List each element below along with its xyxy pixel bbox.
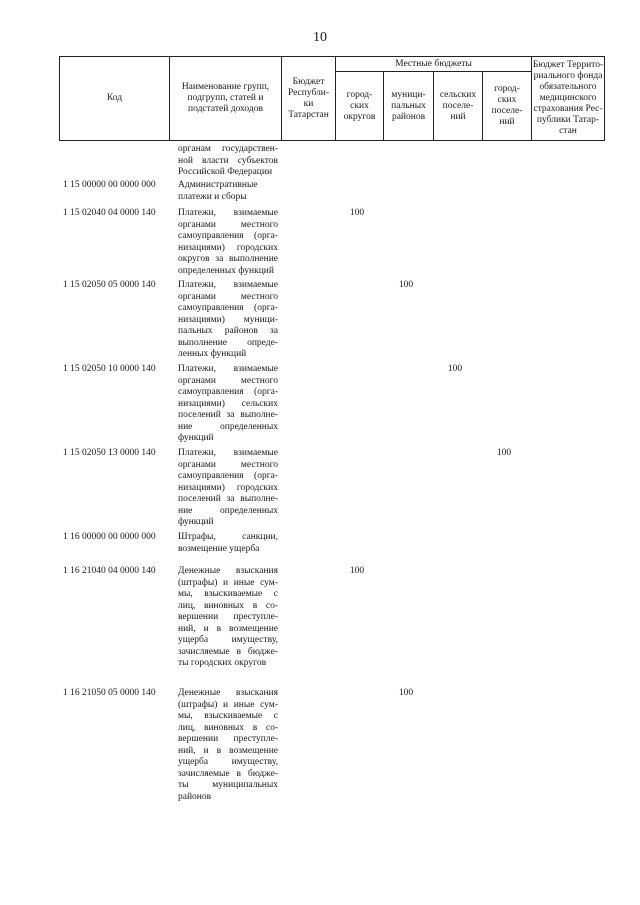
row-name-line: органам государствен- bbox=[178, 144, 278, 154]
row-name-line: ущерба имуществу, bbox=[178, 635, 278, 645]
row-name-line: органами местного bbox=[178, 291, 278, 302]
row-name-line: самоуправления (орга- bbox=[178, 303, 278, 313]
row-name-line: низациями) муници- bbox=[178, 314, 278, 325]
row-name-line: поселений за выполне- bbox=[178, 410, 278, 420]
row-code: 1 15 02050 13 0000 140 bbox=[63, 448, 156, 458]
row-name-line: вершении преступле- bbox=[178, 612, 278, 622]
row-name-line: Платежи, взимаемые bbox=[178, 364, 278, 374]
row-name-line: самоуправления (орга- bbox=[178, 471, 278, 481]
header-line: стан bbox=[559, 126, 577, 136]
header-line: поселе- bbox=[442, 100, 474, 111]
header-line: муници- bbox=[391, 89, 426, 100]
header-line: округов bbox=[343, 111, 376, 122]
row-name-line: низациями) сельских bbox=[178, 398, 278, 409]
row-name-line: выполнение опреде- bbox=[178, 337, 278, 348]
header-line: ки bbox=[303, 98, 314, 109]
page-number: 10 bbox=[313, 30, 327, 45]
header-line: ских bbox=[497, 95, 517, 105]
header-line: страхования Рес- bbox=[533, 104, 603, 114]
row-name bbox=[178, 566, 278, 670]
header-line: ний bbox=[450, 111, 466, 122]
row-code: 1 15 02050 05 0000 140 bbox=[63, 280, 156, 290]
row-code: 1 15 00000 00 0000 000 bbox=[63, 180, 156, 190]
row-name bbox=[178, 688, 278, 803]
row-name-line: органами местного bbox=[178, 459, 278, 470]
row-name-line: Платежи, взимаемые bbox=[178, 448, 278, 458]
row-name-line: ты городских округов bbox=[178, 658, 267, 668]
row-code: 1 15 02040 04 0000 140 bbox=[63, 208, 156, 218]
row-name-line: ной власти субъектов bbox=[178, 155, 278, 166]
header-line: город- bbox=[494, 84, 520, 94]
row-name-line: ты муниципальных bbox=[178, 780, 278, 790]
row-name-line: ние определенных bbox=[178, 421, 278, 432]
header-line: риального фонда bbox=[533, 71, 603, 81]
header-line: ний bbox=[499, 117, 515, 127]
header-line: подстатей доходов bbox=[188, 104, 263, 114]
row-name-line: вершении преступле- bbox=[178, 734, 278, 744]
row-name-line: Денежные взыскания bbox=[178, 566, 278, 576]
row-name-line: лиц, виновных в со- bbox=[178, 722, 278, 733]
header-kod: Код bbox=[106, 93, 123, 103]
row-name bbox=[178, 180, 278, 203]
header-line: сельских bbox=[439, 89, 477, 100]
row-name-line: округов за выполнение bbox=[178, 254, 278, 264]
row-name-line: ущерба имуществу, bbox=[178, 757, 278, 767]
row-value: 100 bbox=[349, 566, 365, 576]
row-name-line: низациями) городских bbox=[178, 242, 278, 253]
row-name-line: Денежные взыскания bbox=[178, 688, 278, 698]
row-name-line: мы, взыскиваемые с bbox=[178, 711, 278, 721]
row-name-line: Российской Федерации bbox=[178, 167, 273, 177]
row-name-line: ние определенных bbox=[178, 505, 278, 516]
header-line: Бюджет bbox=[292, 76, 325, 87]
row-name-line: (штрафы) и иные сум- bbox=[178, 699, 278, 710]
row-name-line: органами местного bbox=[178, 219, 278, 230]
row-name-line: органами местного bbox=[178, 375, 278, 386]
row-name-line: функций bbox=[178, 517, 214, 527]
row-name-line: платежи и сборы bbox=[178, 191, 247, 202]
row-code: 1 16 21050 05 0000 140 bbox=[63, 688, 156, 698]
header-line: Республи- bbox=[287, 87, 330, 98]
header-line: ских bbox=[350, 100, 369, 111]
header-line: пальных bbox=[391, 100, 426, 111]
row-name-line: самоуправления (орга- bbox=[178, 231, 278, 241]
row-value: 100 bbox=[447, 364, 463, 374]
row-name-line: возмещение ущерба bbox=[178, 543, 260, 554]
row-code: 1 15 02050 10 0000 140 bbox=[63, 364, 156, 374]
row-value: 100 bbox=[398, 688, 414, 698]
header-line: Наименование групп, bbox=[181, 82, 270, 92]
header-line: поселе- bbox=[491, 106, 523, 116]
row-name-line: Штрафы, санкции, bbox=[178, 532, 278, 542]
row-name-line: ний, и в возмещение bbox=[178, 623, 278, 634]
row-name-line: ний, и в возмещение bbox=[178, 745, 278, 756]
row-name-line: зачисляемые в бюдже- bbox=[178, 768, 278, 779]
row-code: 1 16 21040 04 0000 140 bbox=[63, 566, 156, 576]
row-name-line: Платежи, взимаемые bbox=[178, 280, 278, 290]
row-name-line: определенных функций bbox=[178, 265, 274, 276]
header-line: районов bbox=[391, 111, 426, 122]
header-line: обязательного bbox=[539, 82, 597, 92]
header-line: медицинского bbox=[539, 93, 597, 103]
header-line: подгрупп, статей и bbox=[187, 93, 264, 103]
row-name-line: функций bbox=[178, 433, 214, 443]
header-line: город- bbox=[346, 89, 373, 100]
row-name-line: низациями) городских bbox=[178, 482, 278, 493]
row-name-line: лиц, виновных в со- bbox=[178, 600, 278, 611]
row-name-line: зачисляемые в бюдже- bbox=[178, 646, 278, 657]
row-name bbox=[178, 144, 278, 179]
header-line: публики Татар- bbox=[536, 115, 600, 125]
row-name-line: ленных функций bbox=[178, 349, 247, 359]
row-name-line: мы, взыскиваемые с bbox=[178, 589, 278, 599]
row-name bbox=[178, 280, 278, 361]
row-value: 100 bbox=[398, 280, 414, 290]
row-name bbox=[178, 448, 278, 529]
row-name-line: пальных районов за bbox=[178, 326, 278, 336]
row-name-line: (штрафы) и иные сум- bbox=[178, 577, 278, 588]
row-name bbox=[178, 364, 278, 445]
row-name bbox=[178, 532, 278, 555]
row-name-line: районов bbox=[178, 791, 212, 802]
row-value: 100 bbox=[349, 208, 365, 218]
row-name-line: самоуправления (орга- bbox=[178, 387, 278, 397]
row-name-line: поселений за выполне- bbox=[178, 494, 278, 504]
header-local-budgets: Местные бюджеты bbox=[395, 58, 472, 69]
row-name-line: Административные bbox=[178, 180, 258, 190]
row-name-line: Платежи, взимаемые bbox=[178, 208, 278, 218]
row-name bbox=[178, 208, 278, 277]
header-line: Татарстан bbox=[288, 109, 329, 120]
row-code: 1 16 00000 00 0000 000 bbox=[63, 532, 156, 542]
header-line: Бюджет Террито- bbox=[532, 60, 604, 70]
row-value: 100 bbox=[496, 448, 512, 458]
